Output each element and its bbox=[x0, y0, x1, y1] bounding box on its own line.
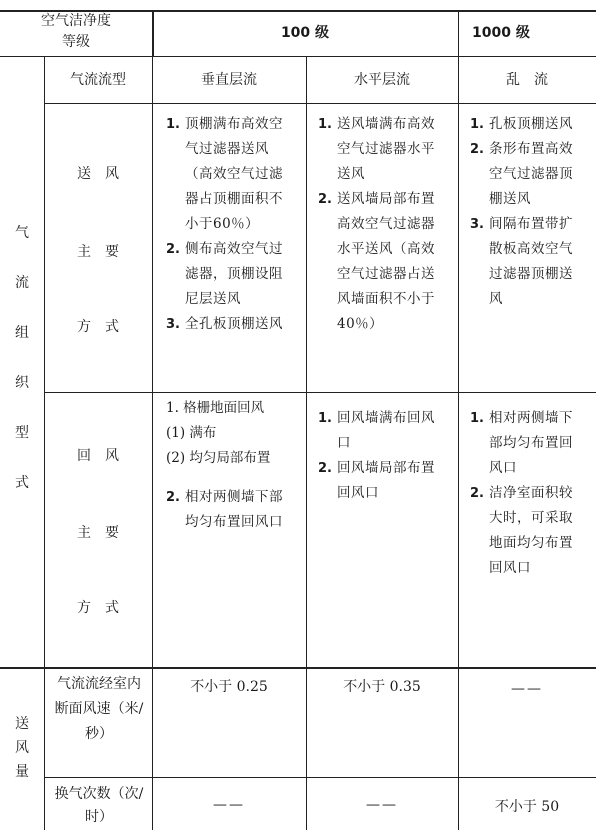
turbulent-label: 乱 流 bbox=[506, 72, 548, 88]
air-change-label: 换气次数（次/时） bbox=[54, 786, 144, 825]
return-vertical-item-1: 1. 格栅地面回风 bbox=[166, 400, 265, 416]
velocity-vertical-value: 不小于 0.25 bbox=[190, 679, 268, 695]
return-method-label-3: 方 式 bbox=[77, 600, 119, 616]
list-item: 2. 送风墙局部布置高效空气过滤器水平送风（高效空气过滤器占送风墙面积不小于40％） bbox=[318, 191, 435, 332]
return-horizontal-cell bbox=[318, 406, 446, 506]
supply-turbulent-cell bbox=[470, 112, 582, 312]
return-turbulent-cell bbox=[470, 406, 582, 581]
return-vertical-sub-1: (1) 满布 bbox=[166, 425, 217, 441]
velocity-bottom-border bbox=[44, 777, 596, 778]
col-divider-b bbox=[306, 56, 307, 830]
list-item: 2. 洁净室面积较大时，可采取地面均匀布置回风口 bbox=[470, 485, 573, 576]
air-change-horizontal-value: —— bbox=[366, 797, 398, 813]
cleanliness-grade-label: 空气洁净度 等级 bbox=[41, 13, 111, 50]
return-method-label-2: 主 要 bbox=[77, 525, 119, 541]
return-vertical-cell bbox=[166, 396, 296, 535]
air-change-turbulent-value: 不小于 50 bbox=[494, 799, 560, 815]
col-divider-a bbox=[152, 56, 153, 830]
supply-volume-label: 送 风 量 bbox=[15, 716, 29, 780]
list-item: 1. 送风墙满布高效空气过滤器水平送风 bbox=[318, 116, 435, 182]
velocity-label: 气流流经室内断面风速（米/秒） bbox=[54, 676, 144, 742]
airflow-organization-label: 气 流 组 织 型 式 bbox=[15, 225, 29, 491]
vertical-laminar-label: 垂直层流 bbox=[201, 72, 257, 88]
horizontal-laminar-label: 水平层流 bbox=[354, 72, 410, 88]
supply-bottom-border bbox=[44, 392, 596, 393]
list-item: 3. 全孔板顶棚送风 bbox=[166, 316, 283, 332]
return-vertical-sub-2: (2) 均匀局部布置 bbox=[166, 450, 271, 466]
supply-method-label-2: 主 要 bbox=[77, 244, 119, 260]
supply-horizontal-cell bbox=[318, 112, 446, 337]
flow-type-label: 气流流型 bbox=[70, 72, 126, 88]
air-change-vertical-value: —— bbox=[213, 797, 245, 813]
list-item: 2. 相对两侧墙下部均匀布置回风口 bbox=[166, 489, 283, 530]
list-item: 1. 回风墙满布回风口 bbox=[318, 410, 435, 451]
list-item: 2. 回风墙局部布置回风口 bbox=[318, 460, 435, 501]
class-1000-label: 1000 级 bbox=[472, 25, 530, 41]
col-divider-c bbox=[458, 56, 459, 830]
velocity-horizontal-value: 不小于 0.35 bbox=[343, 679, 421, 695]
velocity-turbulent-value: —— bbox=[511, 681, 543, 697]
return-method-label-1: 回 风 bbox=[77, 448, 119, 464]
list-item: 1. 孔板顶棚送风 bbox=[470, 116, 573, 132]
list-item: 1. 相对两侧墙下部均匀布置回风口 bbox=[470, 410, 573, 476]
list-item: 2. 侧布高效空气过滤器，顶棚设阻尼层送风 bbox=[166, 241, 283, 307]
list-item: 2. 条形布置高效空气过滤器顶棚送风 bbox=[470, 141, 573, 207]
supply-vertical-cell bbox=[166, 112, 294, 337]
header-bottom-border bbox=[0, 56, 596, 57]
supply-method-label-3: 方 式 bbox=[77, 319, 119, 335]
list-item: 3. 间隔布置带扩散板高效空气过滤器顶棚送风 bbox=[470, 216, 573, 307]
class-100-label: 100 级 bbox=[280, 25, 330, 41]
list-item: 1. 顶棚满布高效空气过滤器送风（高效空气过滤器占顶棚面积不小于60％） bbox=[166, 116, 283, 232]
group-bottom-border bbox=[0, 667, 596, 669]
supply-method-label-1: 送 风 bbox=[77, 166, 119, 182]
flowtype-bottom-border bbox=[44, 103, 596, 104]
